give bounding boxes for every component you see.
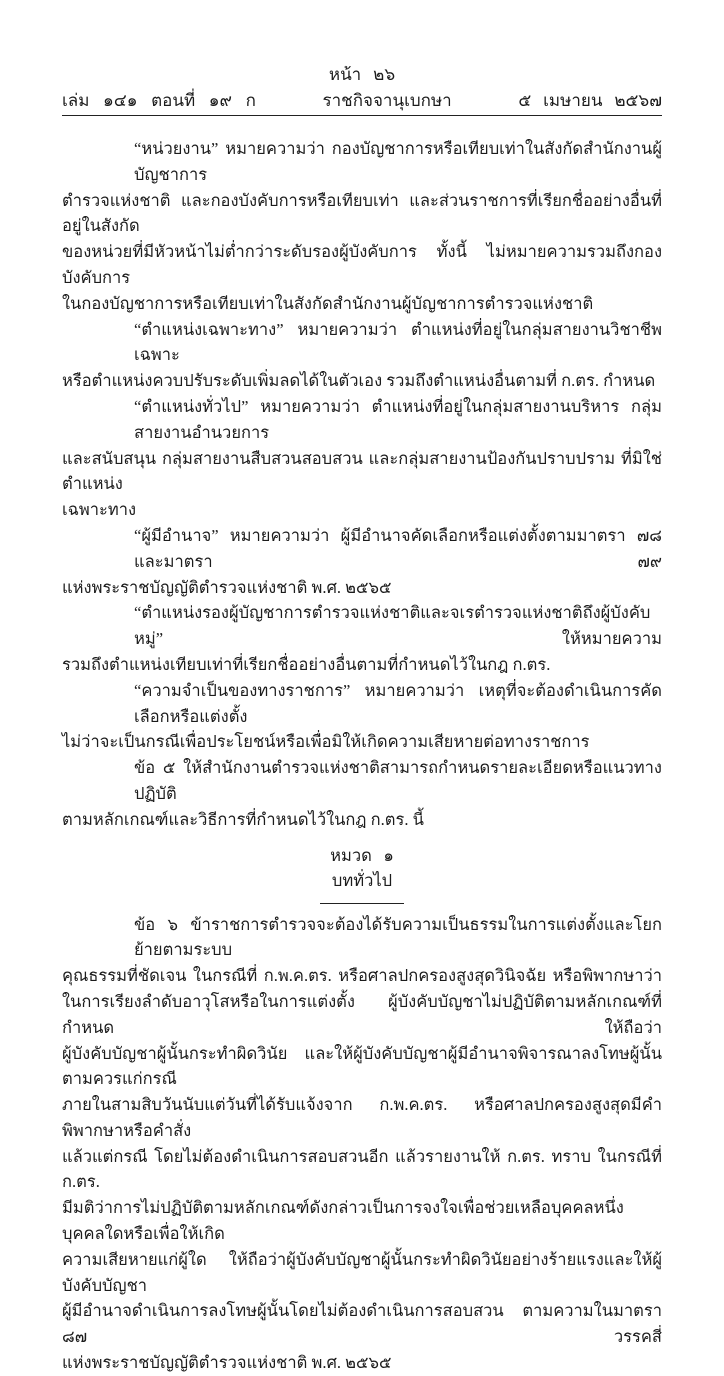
paragraph xyxy=(62,523,662,600)
document-line: “หน่วยงาน” หมายความว่า กองบัญชาการหรือเทียบเท่าในสังกัดสำนักงานผู้บัญชาการ xyxy=(134,139,662,184)
document-line: แห่งพระราชบัญญัติตำรวจแห่งชาติ พ.ศ. ๒๕๖๕ xyxy=(62,1353,392,1373)
document-line: คุณธรรมที่ชัดเจน ในกรณีที่ ก.พ.ค.ตร. หรือศาลปกครองสูงสุดวินิจฉัย หรือพิพากษาว่า xyxy=(62,966,662,986)
paragraph xyxy=(62,317,662,394)
paragraph xyxy=(62,755,662,832)
document-line: ข้อ ๕ ให้สำนักงานตำรวจแห่งชาติสามารถกำหนดรายละเอียดหรือแนวทางปฏิบัติ xyxy=(134,758,662,803)
document-line: แล้วแต่กรณี โดยไม่ต้องดำเนินการสอบสวนอีก แล้วรายงานให้ ก.ตร. ทราบ ในกรณีที่ ก.ตร. xyxy=(62,1146,662,1192)
document-line: ของหน่วยที่มีหัวหน้าไม่ต่ำกว่าระดับรองผู้บังคับการ ทั้งนี้ ไม่หมายความรวมถึงกองบังคับการ xyxy=(62,242,662,287)
document-line: “ผู้มีอำนาจ” หมายความว่า ผู้มีอำนาจคัดเลือกหรือแต่งตั้งตามมาตรา ๗๘ และมาตรา ๗๙ xyxy=(134,525,662,571)
document-line: “ความจำเป็นของทางราชการ” หมายความว่า เหตุที่จะต้องดำเนินการคัดเลือกหรือแต่งตั้ง xyxy=(134,680,662,726)
chapter-number: หมวด ๑ xyxy=(330,845,394,865)
document-line: ตามหลักเกณฑ์และวิธีการที่กำหนดไว้ในกฎ ก.ตร. นี้ xyxy=(62,809,424,829)
document-line: ในกองบัญชาการหรือเทียบเท่าในสังกัดสำนักงานผู้บัญชาการตำรวจแห่งชาติ xyxy=(62,293,594,313)
section-heading xyxy=(62,843,662,904)
document-line: รวมถึงตำแหน่งเทียบเท่าที่เรียกชื่ออย่างอื่นตามที่กำหนดไว้ในกฎ ก.ตร. xyxy=(62,654,551,674)
page-number-label: หน้า ๒๖ xyxy=(328,65,396,84)
document-body xyxy=(62,136,662,1376)
paragraph xyxy=(62,912,662,1376)
document-line: ข้อ ๖ ข้าราชการตำรวจจะต้องได้รับความเป็นธรรมในการแต่งตั้งและโยกย้ายตามระบบ xyxy=(134,914,662,960)
document-line: ไม่ว่าจะเป็นกรณีเพื่อประโยชน์หรือเพื่อมิให้เกิดความเสียหายต่อทางราชการ xyxy=(62,732,590,752)
paragraph xyxy=(62,678,662,755)
section-divider-rule xyxy=(320,903,404,904)
document-line: “ตำแหน่งทั่วไป” หมายความว่า ตำแหน่งที่อยู่ในกลุ่มสายงานบริหาร กลุ่มสายงานอำนวยการ xyxy=(134,396,662,442)
gazette-header-row xyxy=(62,90,662,112)
document-line: ผู้มีอำนาจดำเนินการลงโทษผู้นั้นโดยไม่ต้องดำเนินการสอบสวน ตามความในมาตรา ๘๗ วรรคสี่ xyxy=(62,1301,662,1347)
paragraph xyxy=(62,394,662,523)
header-rule xyxy=(62,115,662,116)
document-line: ภายในสามสิบวันนับแต่วันที่ได้รับแจ้งจาก ก.พ.ค.ตร. หรือศาลปกครองสูงสุดมีคำพิพากษาหรือคำสั่ง xyxy=(62,1095,662,1140)
document-line: เฉพาะทาง xyxy=(62,500,137,520)
document-line: แห่งพระราชบัญญัติตำรวจแห่งชาติ พ.ศ. ๒๕๖๕ xyxy=(62,577,392,597)
chapter-title: บททั่วไป xyxy=(331,870,393,890)
document-line: ผู้บังคับบัญชาผู้นั้นกระทำผิดวินัย และให้ผู้บังคับบัญชาผู้มีอำนาจพิจารณาลงโทษผู้นั้นตามควรแก่กรณี xyxy=(62,1043,662,1089)
gazette-date: ๕ เมษายน ๒๕๖๗ xyxy=(518,91,662,110)
document-line: “ตำแหน่งเฉพาะทาง” หมายความว่า ตำแหน่งที่อยู่ในกลุ่มสายงานวิชาชีพเฉพาะ xyxy=(134,319,662,365)
document-line: มีมติว่าการไม่ปฏิบัติตามหลักเกณฑ์ดังกล่าวเป็นการจงใจเพื่อช่วยเหลือบุคคลหนึ่งบุคคลใดหรือเพื่อให้เกิด xyxy=(62,1198,624,1244)
paragraph xyxy=(62,136,662,317)
gazette-title: ราชกิจจานุเบกษา xyxy=(322,91,452,110)
document-line: ความเสียหายแก่ผู้ใด ให้ถือว่าผู้บังคับบัญชาผู้นั้นกระทำผิดวินัยอย่างร้ายแรงและให้ผู้บังคับบัญชา xyxy=(62,1249,662,1295)
document-line: หรือตำแหน่งควบปรับระดับเพิ่มลดได้ในตัวเอง รวมถึงตำแหน่งอื่นตามที่ ก.ตร. กำหนด xyxy=(62,371,656,391)
document-line: ตำรวจแห่งชาติ และกองบังคับการหรือเทียบเท่า และส่วนราชการที่เรียกชื่ออย่างอื่นที่อยู่ในสังกัด xyxy=(62,190,662,236)
document-line: และสนับสนุน กลุ่มสายงานสืบสวนสอบสวน และกลุ่มสายงานป้องกันปราบปราม ที่มิใช่ตำแหน่ง xyxy=(62,448,662,494)
volume-part-label: เล่ม ๑๔๑ ตอนที่ ๑๙ ก xyxy=(62,91,256,110)
document-line: “ตำแหน่งรองผู้บัญชาการตำรวจแห่งชาติและจเรตำรวจแห่งชาติถึงผู้บังคับหมู่” ให้หมายความ xyxy=(134,603,662,649)
document-line: ในการเรียงลำดับอาวุโสหรือในการแต่งตั้ง ผู้บังคับบัญชาไม่ปฏิบัติตามหลักเกณฑ์ที่กำหนด ให้ถือว่า xyxy=(62,991,662,1037)
paragraph xyxy=(62,600,662,677)
